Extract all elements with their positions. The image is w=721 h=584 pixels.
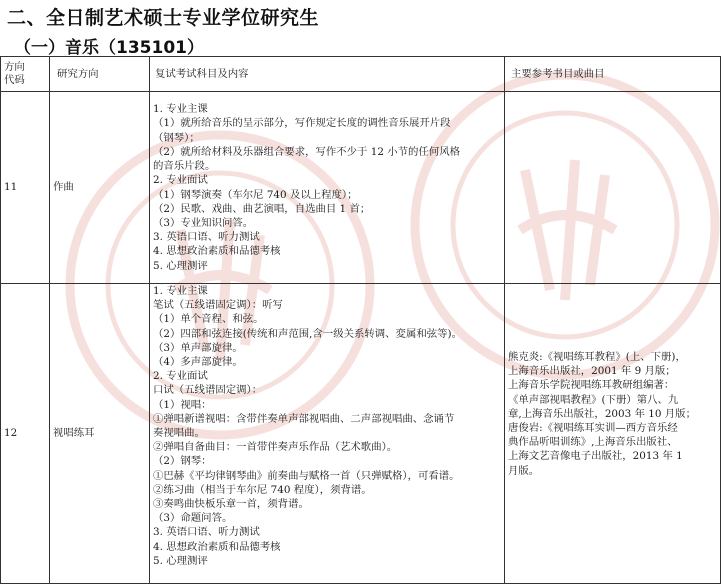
- row-exam-content: [150, 92, 505, 284]
- text-line: 月版。: [508, 464, 540, 477]
- header-code-line2: 代码: [4, 74, 25, 86]
- text-line: （3）专业知识问答。: [153, 216, 254, 229]
- text-line: （1）就所给音乐的呈示部分，写作规定长度的调性音乐展开片段: [153, 117, 451, 130]
- row-code: 11: [1, 92, 50, 284]
- text-line: 上海文艺音像电子出版社，2013 年 1: [508, 450, 683, 463]
- text-line: 1. 专业主课: [153, 285, 208, 297]
- text-line: 熊克炎:《视唱练耳教程》(上、下册)，: [508, 351, 686, 363]
- row-exam-content: [150, 284, 505, 584]
- row-direction: 作曲: [50, 92, 150, 284]
- text-line: 2. 专业面试: [153, 370, 208, 383]
- text-line: （2）四部和弦连接(传统和声范围,含一级关系转调、変属和弦等)。: [153, 327, 462, 340]
- text-line: 上海音乐出版社，2001 年 9 月版；: [508, 365, 676, 378]
- text-line: 3. 英语口语、听力测试: [153, 526, 260, 539]
- subsection-heading: （一）音乐（135101）: [14, 38, 204, 58]
- text-line: 奏视唱曲。: [153, 427, 205, 440]
- text-line: 4. 思想政治素质和品德考核: [153, 245, 281, 258]
- row-refs: [505, 284, 721, 584]
- text-line: 4. 思想政治素质和品德考核: [153, 540, 281, 553]
- text-line: （2）民歌、戏曲、曲艺演唱，自选曲目 1 首；: [153, 202, 371, 215]
- text-line: （2）钢琴：: [153, 455, 212, 468]
- text-line: 《单声部视唱教程》(下册）第八、九: [508, 393, 679, 406]
- text-line: 3. 英语口语、听力测试: [153, 231, 260, 244]
- text-line: 的音乐片段。: [153, 160, 216, 173]
- text-line: （1）单个音程、和弦。: [153, 313, 264, 326]
- text-line: ②弹唱自备曲目：一首带伴奏声乐作品（艺术歌曲）。: [153, 441, 398, 454]
- text-line: 2. 专业面试: [153, 174, 208, 187]
- text-line: 5. 心理测评: [153, 554, 208, 567]
- text-line: 典作品听唱训练》,上海音乐出版社、: [508, 436, 678, 449]
- row-refs: [505, 92, 721, 284]
- header-refs: 主要参考书目或曲目: [505, 57, 721, 92]
- row-direction: 视唱练耳: [50, 284, 150, 584]
- text-line: 上海音乐学院视唱练耳教研组编著：: [508, 379, 675, 392]
- header-code-line1: 方向: [4, 61, 25, 73]
- header-code: [1, 57, 50, 92]
- text-line: （1）钢琴演奏（车尔尼 740 及以上程度）；: [153, 188, 358, 201]
- table-row: [1, 284, 721, 584]
- section-heading: 二、全日制艺术硕士专业学位研究生: [7, 7, 320, 29]
- text-line: 笔试（五线谱固定调）：听写: [153, 299, 283, 312]
- exam-table: [0, 56, 721, 584]
- text-line: 5. 心理测评: [153, 259, 208, 272]
- table-row: [1, 92, 721, 284]
- text-line: （4）多声部旋律。: [153, 356, 243, 369]
- text-line: （1）视唱：: [153, 398, 212, 411]
- text-line: 1. 专业主课: [153, 103, 208, 116]
- text-line: （2）就所给材料及乐器组合要求，写作不少于 12 小节的任何风格: [153, 145, 460, 158]
- text-line: ①弹唱新谱视唱：含带伴奏单声部视唱曲、二声部视唱曲、念诵节: [153, 412, 455, 425]
- text-line: 口试（五线谱固定调）：: [153, 384, 263, 397]
- table-header-row: [1, 57, 721, 92]
- text-line: （钢琴）；: [153, 131, 200, 144]
- text-line: （3）命题问答。: [153, 512, 233, 525]
- text-line: 唐俊岩:《视唱练耳实训—西方音乐经: [508, 422, 678, 435]
- text-line: ③奏鸣曲快板乐章一首，须背谱。: [153, 498, 309, 511]
- text-line: ①巴赫《平均律钢琴曲》前奏曲与赋格一首（只弹赋格），可看谱。: [153, 469, 460, 482]
- text-line: ②练习曲（相当于车尔尼 740 程度），须背谱。: [153, 483, 372, 496]
- header-direction: 研究方向: [50, 57, 150, 92]
- row-code: 12: [1, 284, 50, 584]
- text-line: （3）单声部旋律。: [153, 341, 243, 354]
- text-line: 章,上海音乐出版社，2003 年 10 月版；: [508, 407, 696, 420]
- header-exam: 复试考试科目及内容: [150, 57, 505, 92]
